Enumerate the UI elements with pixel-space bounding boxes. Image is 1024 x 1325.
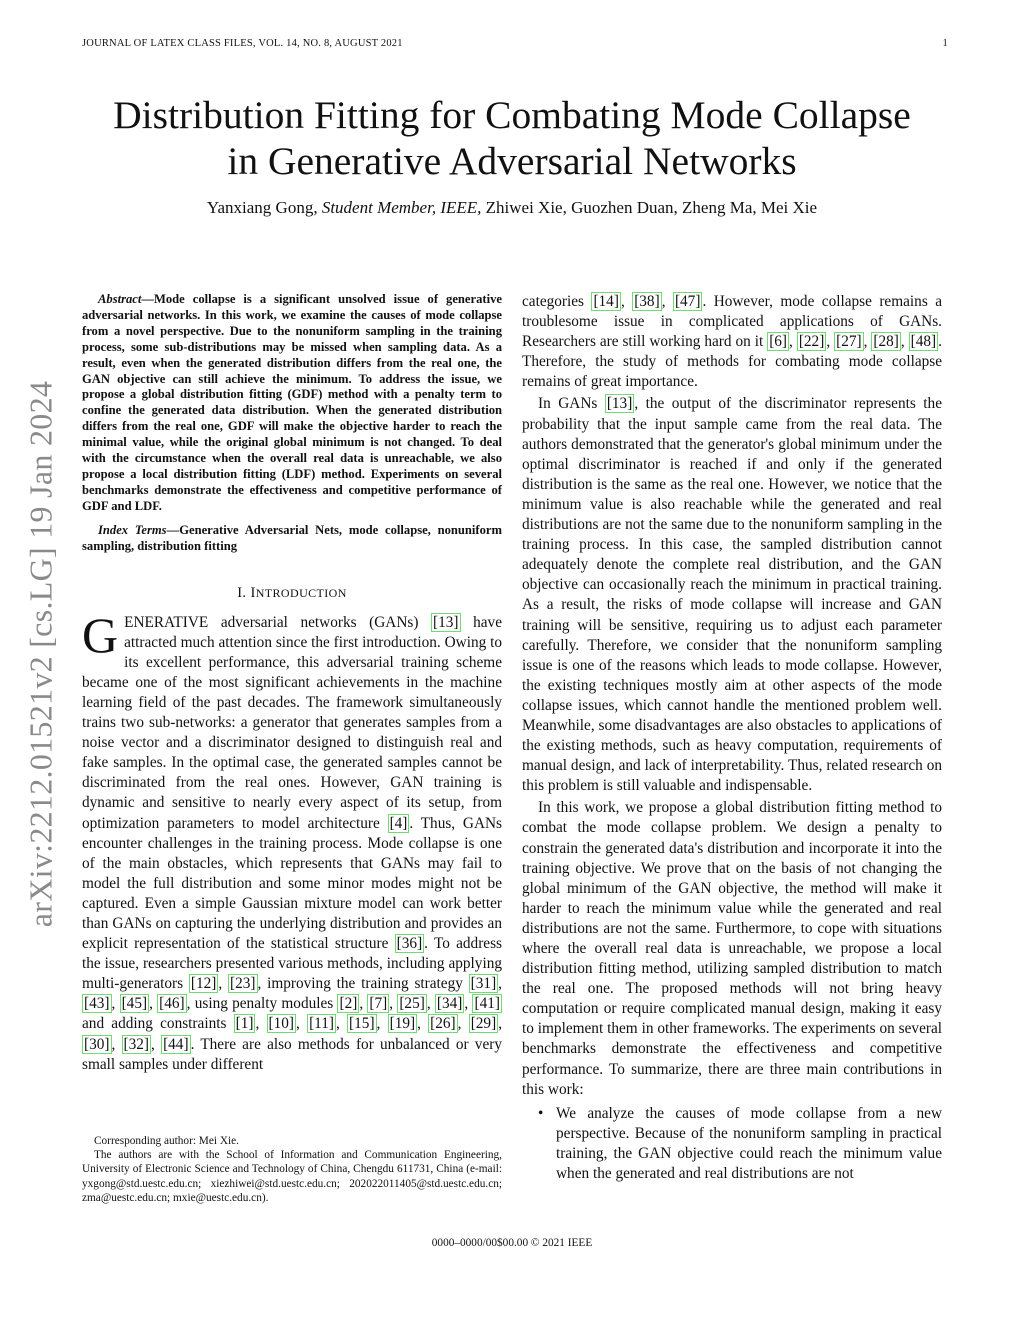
citation-link[interactable]: [30] [84,1035,110,1053]
citation-link[interactable]: [4] [389,814,408,832]
citation-link[interactable]: [11] [309,1015,334,1033]
citation-link[interactable]: [26] [430,1015,456,1033]
abstract-text: Mode collapse is a significant unsolved issue of generative adversarial networks. In this work, we examine the causes of mode collapse from a novel perspective. Due to the nonuniform sampling in the training process, some sub-distributions may be missed when sampling data. As a result, even when the generated distribution differs from the real one, the GAN objective can still achieve the minimum. To address the issue, we propose a global distribution fitting (GDF) method with a penalty term to confine the generated data distribution. When the generated distribution differs from the real one, GDF will make the objective harder to reach the minimal value, while the original global minimum is not changed. To deal with the circumstance when the overall real data is unreachable, we also propose a local distribution fitting (LDF) method. Experiments on several benchmarks demonstrate the effectiveness and competitive performance of GDF and LDF. [82,292,502,513]
citation-link[interactable]: [36] [396,935,423,953]
text-run: . To address the issue, researchers presented various methods, including applying multi-generators [82,935,502,993]
section-numeral: I. [237,584,247,601]
text-run: . Thus, GANs encounter challenges in the training process. Mode collapse is one of the main obstacles, which represents that GANs may fail to model the full distribution and some minor modes might not be captured. Even a simple Gaussian mixture model can work better than GANs on capturing the underlying distribution and provides an explicit representation of the statistical structure [82,814,502,953]
citation-link[interactable]: [29] [470,1015,497,1033]
text-run: , using penalty modules [186,995,338,1013]
intro-paragraph-1: GENERATIVE adversarial networks (GANs) [13] have attracted much attention since the first introduction. Owing to its excellent performance, this adversarial training scheme became one of the most significant achievements in the machine learning field of the past decades. The framework simultaneously trains two sub-networks: a generator that generates samples from a noise vector and a discriminator designed to distinguish real and fake samples. In the optimal case, the generated samples cannot be discriminated from the real ones. However, GAN training is dynamic and sensitive to nearly every aspect of its setup, from optimization parameters to model architecture [4] . Thus, GANs encounter challenges in the training process. Mode collapse is one of the main obstacles, which represents that GANs may fail to model the full distribution and some minor modes might not be captured. Even a simple Gaussian mixture model can work better than GANs on capturing the underlying distribution and provides an explicit representation of the statistical structure [36] . To address the issue, researchers presented various methods, including applying multi-generators [12] , [23] , improving the training strategy [31] , [43] , [45] , [46] , using penalty modules [2] , [7] , [25] , [34] , [41] and adding constraints [1] , [10] , [11] , [15] , [19] , [26] , [29] , [30] , [32] , [44] . There are also methods for unbalanced or very small samples under different [82,606,503,1073]
drop-cap: G [82,606,119,663]
footnote-affiliation: The authors are with the School of Information and Communication Engineering, University of Electronic Science and Technology of China, Chengdu 611731, China (e-mail: yxgong@std.uestc.edu.cn; xiezhiwei@std.uestc.edu.cn; 202022011405@std.uestc.edu.cn; zma@uestc.edu.cn; mxie@uestc.edu.cn). [82,1149,502,1204]
text-run: , the output of the discriminator represents the probability that the input sample came from the real data. The authors demonstrated that the generator's global minimum under the optimal discriminator is reached if and only if the generated distribution is the same as the real one. However, we notice that the minimum value is also reachable while the generated and real distributions are not the same due to the nonuniform sampling in the training process. In this case, the sampled distribution cannot adequately denote the complete real distribution, and the GAN objective can occasionally reach the minimum in practical training. As a result, the risks of mode collapse will increase and GAN training will be sensitive, requiring us to adjust each parameter carefully. Therefore, we consider that the nonuniform sampling issue is one of the reasons which leads to mode collapse. However, the existing techniques mostly aim at other aspects of the mode collapse issues, which cannot handle the mentioned problem well. Meanwhile, some disadvantages are also obstacles to applications of the existing methods, such as heavy computation, requirements of manual design, and lack of interpretability. Thus, related research on this problem is still valuable and indispensable. [522,395,942,795]
text-run: . There are also methods for unbalanced or very small samples under different [82,1035,502,1073]
citation-link[interactable]: [41] [474,995,500,1013]
citation-link[interactable]: [25] [399,995,425,1013]
footnote [82,1134,502,1205]
citation-link[interactable]: [43] [84,995,110,1013]
citation-link[interactable]: [13] [433,613,459,631]
paper-title [40,92,984,184]
intro-paragraph-3 [522,394,942,796]
section-title-initial: I [250,584,256,601]
bullet-icon: • [538,1104,544,1122]
right-column [522,292,942,1184]
text-run: , improving the training strategy [257,975,469,993]
text-run: have attracted much attention since the first introduction. Owing to its excellent performance, this adversarial training scheme became one of the most significant achievements in the machine learning field of the past decades. The framework simultaneously trains two sub-networks: a generator that generates samples from a noise vector and a discriminator designed to distinguish real and fake samples. In the optimal case, the generated samples cannot be discriminated from the real ones. However, GAN training is dynamic and sensitive to nearly every aspect of its setup, from optimization parameters to model architecture [82,613,502,832]
page-number: 1 [942,38,948,49]
citation-link[interactable]: [19] [389,1015,416,1033]
footnote-corresponding: Corresponding author: Mei Xie. [94,1135,239,1147]
citation-link[interactable]: [47] [674,293,701,310]
running-header [82,38,948,58]
index-terms-text: Generative Adversarial Nets, mode collapse, nonuniform sampling, distribution fitting [82,522,502,553]
arxiv-id: arXiv:2212.01521v2 [cs.LG] 19 Jan 2024 [22,380,59,928]
citation-link[interactable]: [15] [349,1015,375,1033]
citation-link[interactable]: [10] [268,1015,295,1033]
copyright-footer: 0000–0000/00$00.00 © 2021 IEEE [431,1237,593,1249]
list-item [538,1104,942,1184]
citation-link[interactable]: [2] [339,995,358,1013]
text-run: ENERATIVE adversarial networks (GANs) [124,613,432,631]
index-terms-label: Index Terms [98,522,167,537]
text-run: We analyze the causes of mode collapse from a new perspective. Because of the nonuniform sampling in practical training, the GAN objective could reach the minimum value when the generated and real distributions are not [556,1104,942,1183]
citation-link[interactable]: [46] [159,995,185,1013]
abstract-label: Abstract [98,292,142,306]
text-run: categories [522,293,592,310]
first-author: Yanxiang Gong, [206,198,318,217]
text-run: In GANs [538,395,605,413]
intro-paragraph-4: In this work, we propose a global distribution fitting method to combat the mode collapse problem. We design a penalty to constrain the generated data's distribution and incorporate it into the training objective. We prove that on the basis of not changing the global minimum of the GAN objective, the method will make it harder to reach the minimum value while the generated and real distributions are not the same. Furthermore, to cope with situations where the overall real data is unreachable, we propose a local distribution fitting method, utilizing sampled distribution to match the real one. The proposed methods will not bring heavy computation or require complicated manual design, making it easy to implement them in other frameworks. The experiments on several benchmarks demonstrate the effectiveness and competitive performance. To summarize, there are three main contributions in this work: [522,799,942,1098]
citation-link[interactable]: [48] [910,333,937,351]
citation-link[interactable]: [28] [873,333,899,351]
title-line-2: in Generative Adversarial Networks [227,139,797,183]
contributions-list [522,1104,942,1184]
citation-link[interactable]: [31] [470,975,497,993]
journal-name: JOURNAL OF LATEX CLASS FILES, VOL. 14, NO. 8, AUGUST 2021 [82,38,403,49]
citation-link[interactable]: [34] [436,995,463,1013]
citation-link[interactable]: [14] [593,293,619,310]
title-line-1: Distribution Fitting for Combating Mode Collapse [113,93,911,137]
citation-link[interactable]: [32] [123,1035,150,1053]
arxiv-stamp [21,364,61,944]
citation-link[interactable]: [45] [121,995,148,1013]
citation-link[interactable]: [7] [369,995,388,1013]
citation-link[interactable]: [13] [606,395,633,413]
citation-link[interactable]: [44] [163,1035,189,1053]
text-run: . However, mode collapse remains a troublesome issue in complicated applications of GANs. Researchers are still working hard on it [522,293,942,351]
text-run: . Therefore, the study of methods for combating mode collapse remains of great importance. [522,333,942,391]
citation-link[interactable]: [23] [230,975,256,993]
citation-link[interactable]: [27] [836,333,862,351]
citation-link[interactable]: [6] [769,333,788,351]
left-column [82,292,502,1075]
author-list [40,198,984,218]
citation-link[interactable]: [1] [235,1015,254,1033]
intro-paragraph-2: categories [14] , [38] , [47] . However, mode collapse remains a troublesome issue in complicated applications of GANs. Researchers are still working hard on it [6] , [22] , [27] , [28] , [48] . Therefore, the study of methods for combating mode collapse remains of great importance. [522,293,942,391]
index-terms: Index Terms—Generative Adversarial Nets, mode collapse, nonuniform sampling, distribution fitting [82,522,502,553]
section-title-rest: NTRODUCTION [255,585,347,600]
text-run: and adding constraints [82,1015,234,1033]
section-heading-introduction [82,583,502,603]
abstract: Abstract—Mode collapse is a significant unsolved issue of generative adversarial networks. In this work, we examine the causes of mode collapse from a novel perspective. Due to the nonuniform sampling in the training process, some sub-distributions may be missed when sampling data. As a result, even when the generated distribution differs from the real one, the GAN objective can still achieve the minimum. To address the issue, we propose a global distribution fitting (GDF) method with a penalty term to confine the generated data distribution. When the generated distribution differs from the real one, GDF will make the objective harder to reach the minimal value, while the original global minimum is not changed. To deal with the circumstance when the overall real data is unreachable, we also propose a local distribution fitting (LDF) method. Experiments on several benchmarks demonstrate the effectiveness and competitive performance of GDF and LDF. [82,292,502,513]
citation-link[interactable]: [38] [634,293,660,310]
citation-link[interactable]: [22] [798,333,825,351]
other-authors: Zhiwei Xie, Guozhen Duan, Zheng Ma, Mei Xie [485,198,818,217]
citation-link[interactable]: [12] [190,975,217,993]
first-author-role: Student Member, IEEE, [321,198,482,217]
